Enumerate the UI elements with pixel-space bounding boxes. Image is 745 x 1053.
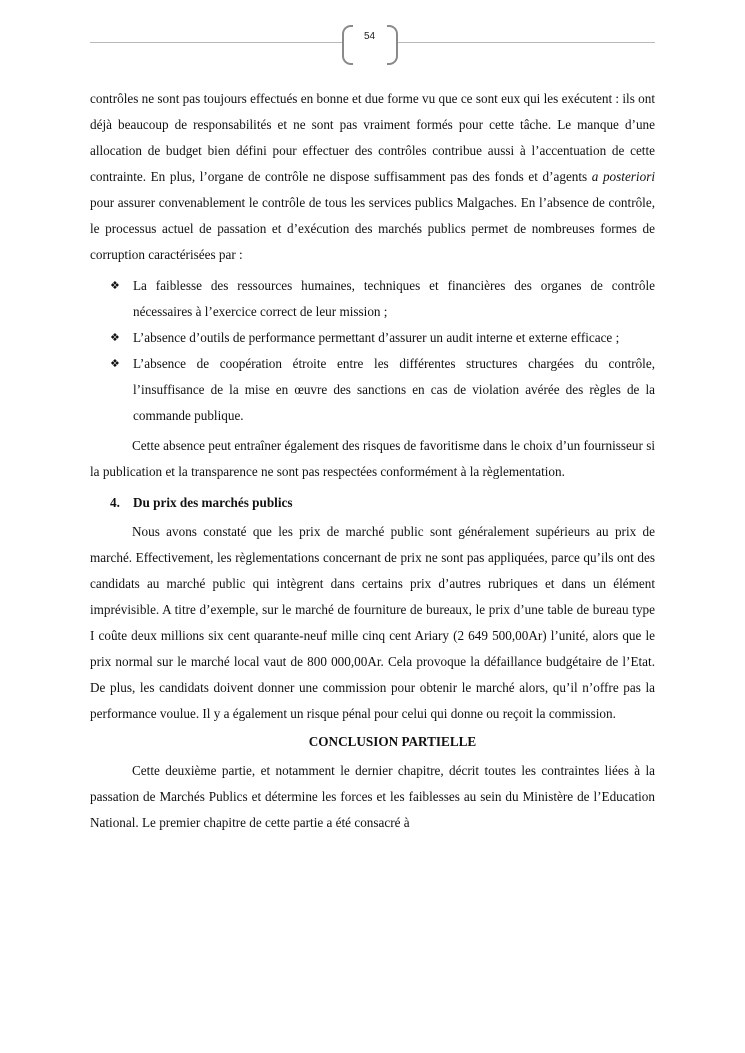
italic-term: a posteriori: [591, 169, 655, 184]
paragraph-favoritism: Cette absence peut entraîner également des risques de favoritisme dans le choix d’un fournisseur si la publication et la transparence ne sont pas respectées conformément à la règlementation.: [90, 438, 655, 479]
list-item: [90, 273, 655, 325]
page-body: [90, 86, 655, 836]
header-rule-left: [90, 42, 342, 43]
section-title: Du prix des marchés publics: [133, 495, 293, 510]
paragraph-prices: Nous avons constaté que les prix de marché public sont généralement supérieurs au prix de marché. Effectivement, les règlementations concernant de prix ne sont pas appliquées, parce qu’ils ont des candidats au marché public qui intègrent dans certains prix d’autres rubriques et dans un élément imprévisible. A titre d’exemple, sur le marché de fourniture de bureaux, le prix d’une table de bureau type I coûte deux millions six cent quarante-neuf mille cinq cent Ariary (2 649 500,00Ar) l’unité, alors que le prix normal sur le marché local vaut de 800 000,00Ar. Cela provoque la défaillance budgétaire de l’Etat. De plus, les candidats doivent donner une commission pour obtenir le marché alors, qu’il n’offre pas la performance voulue. Il y a également un risque pénal pour celui qui donne ou reçoit la commission.: [90, 524, 655, 721]
header-rule-right: [398, 42, 655, 43]
paragraph-text: contrôles ne sont pas toujours effectués en bonne et due forme vu que ce sont eux qui les exécutent : ils ont déjà beaucoup de responsabilités et ne sont pas vraiment formés pour cette tâche. Le manque d’une allocation de budget bien défini pour effectuer des contrôles contribue aussi à l’accentuation de cette contrainte. En plus, l’organe de contrôle ne dispose suffisamment pas des fonds et d’agents: [90, 91, 655, 184]
paragraph-text: pour assurer convenablement le contrôle de tous les services publics Malgaches. En l’absence de contrôle, le processus actuel de passation et d’exécution des marchés publics permet de nombreuses formes de corruption caractérisées par :: [90, 195, 655, 262]
paragraph-conclusion: Cette deuxième partie, et notamment le dernier chapitre, décrit toutes les contraintes liées à la passation de Marchés Publics et détermine les forces et les faiblesses au sein du Ministère de l’Education National. Le premier chapitre de cette partie a été consacré à: [90, 763, 655, 830]
list-item-text: L’absence de coopération étroite entre les différentes structures chargées du contrôle, l’insuffisance de la mise en œuvre des sanctions en cas de violation avérée des règles de la commande publique.: [133, 356, 655, 423]
list-item: [90, 325, 655, 351]
list-item: [90, 351, 655, 429]
page-header: [0, 22, 745, 66]
paragraph-controls: [90, 86, 655, 268]
section-number: 4.: [110, 495, 120, 510]
list-item-text: La faiblesse des ressources humaines, techniques et financières des organes de contrôle nécessaires à l’exercice correct de leur mission ;: [133, 278, 655, 319]
diamond-bullet-icon: ❖: [110, 279, 120, 292]
conclusion-heading: CONCLUSION PARTIELLE: [308, 734, 477, 749]
corruption-forms-list: [90, 273, 655, 429]
section-heading: [90, 490, 655, 516]
diamond-bullet-icon: ❖: [110, 357, 120, 370]
page-number: 54: [363, 31, 376, 42]
diamond-bullet-icon: ❖: [110, 331, 120, 344]
list-item-text: L’absence d’outils de performance permettant d’assurer un audit interne et externe efficace ;: [133, 330, 620, 345]
page-number-bracket-right: [387, 25, 398, 65]
